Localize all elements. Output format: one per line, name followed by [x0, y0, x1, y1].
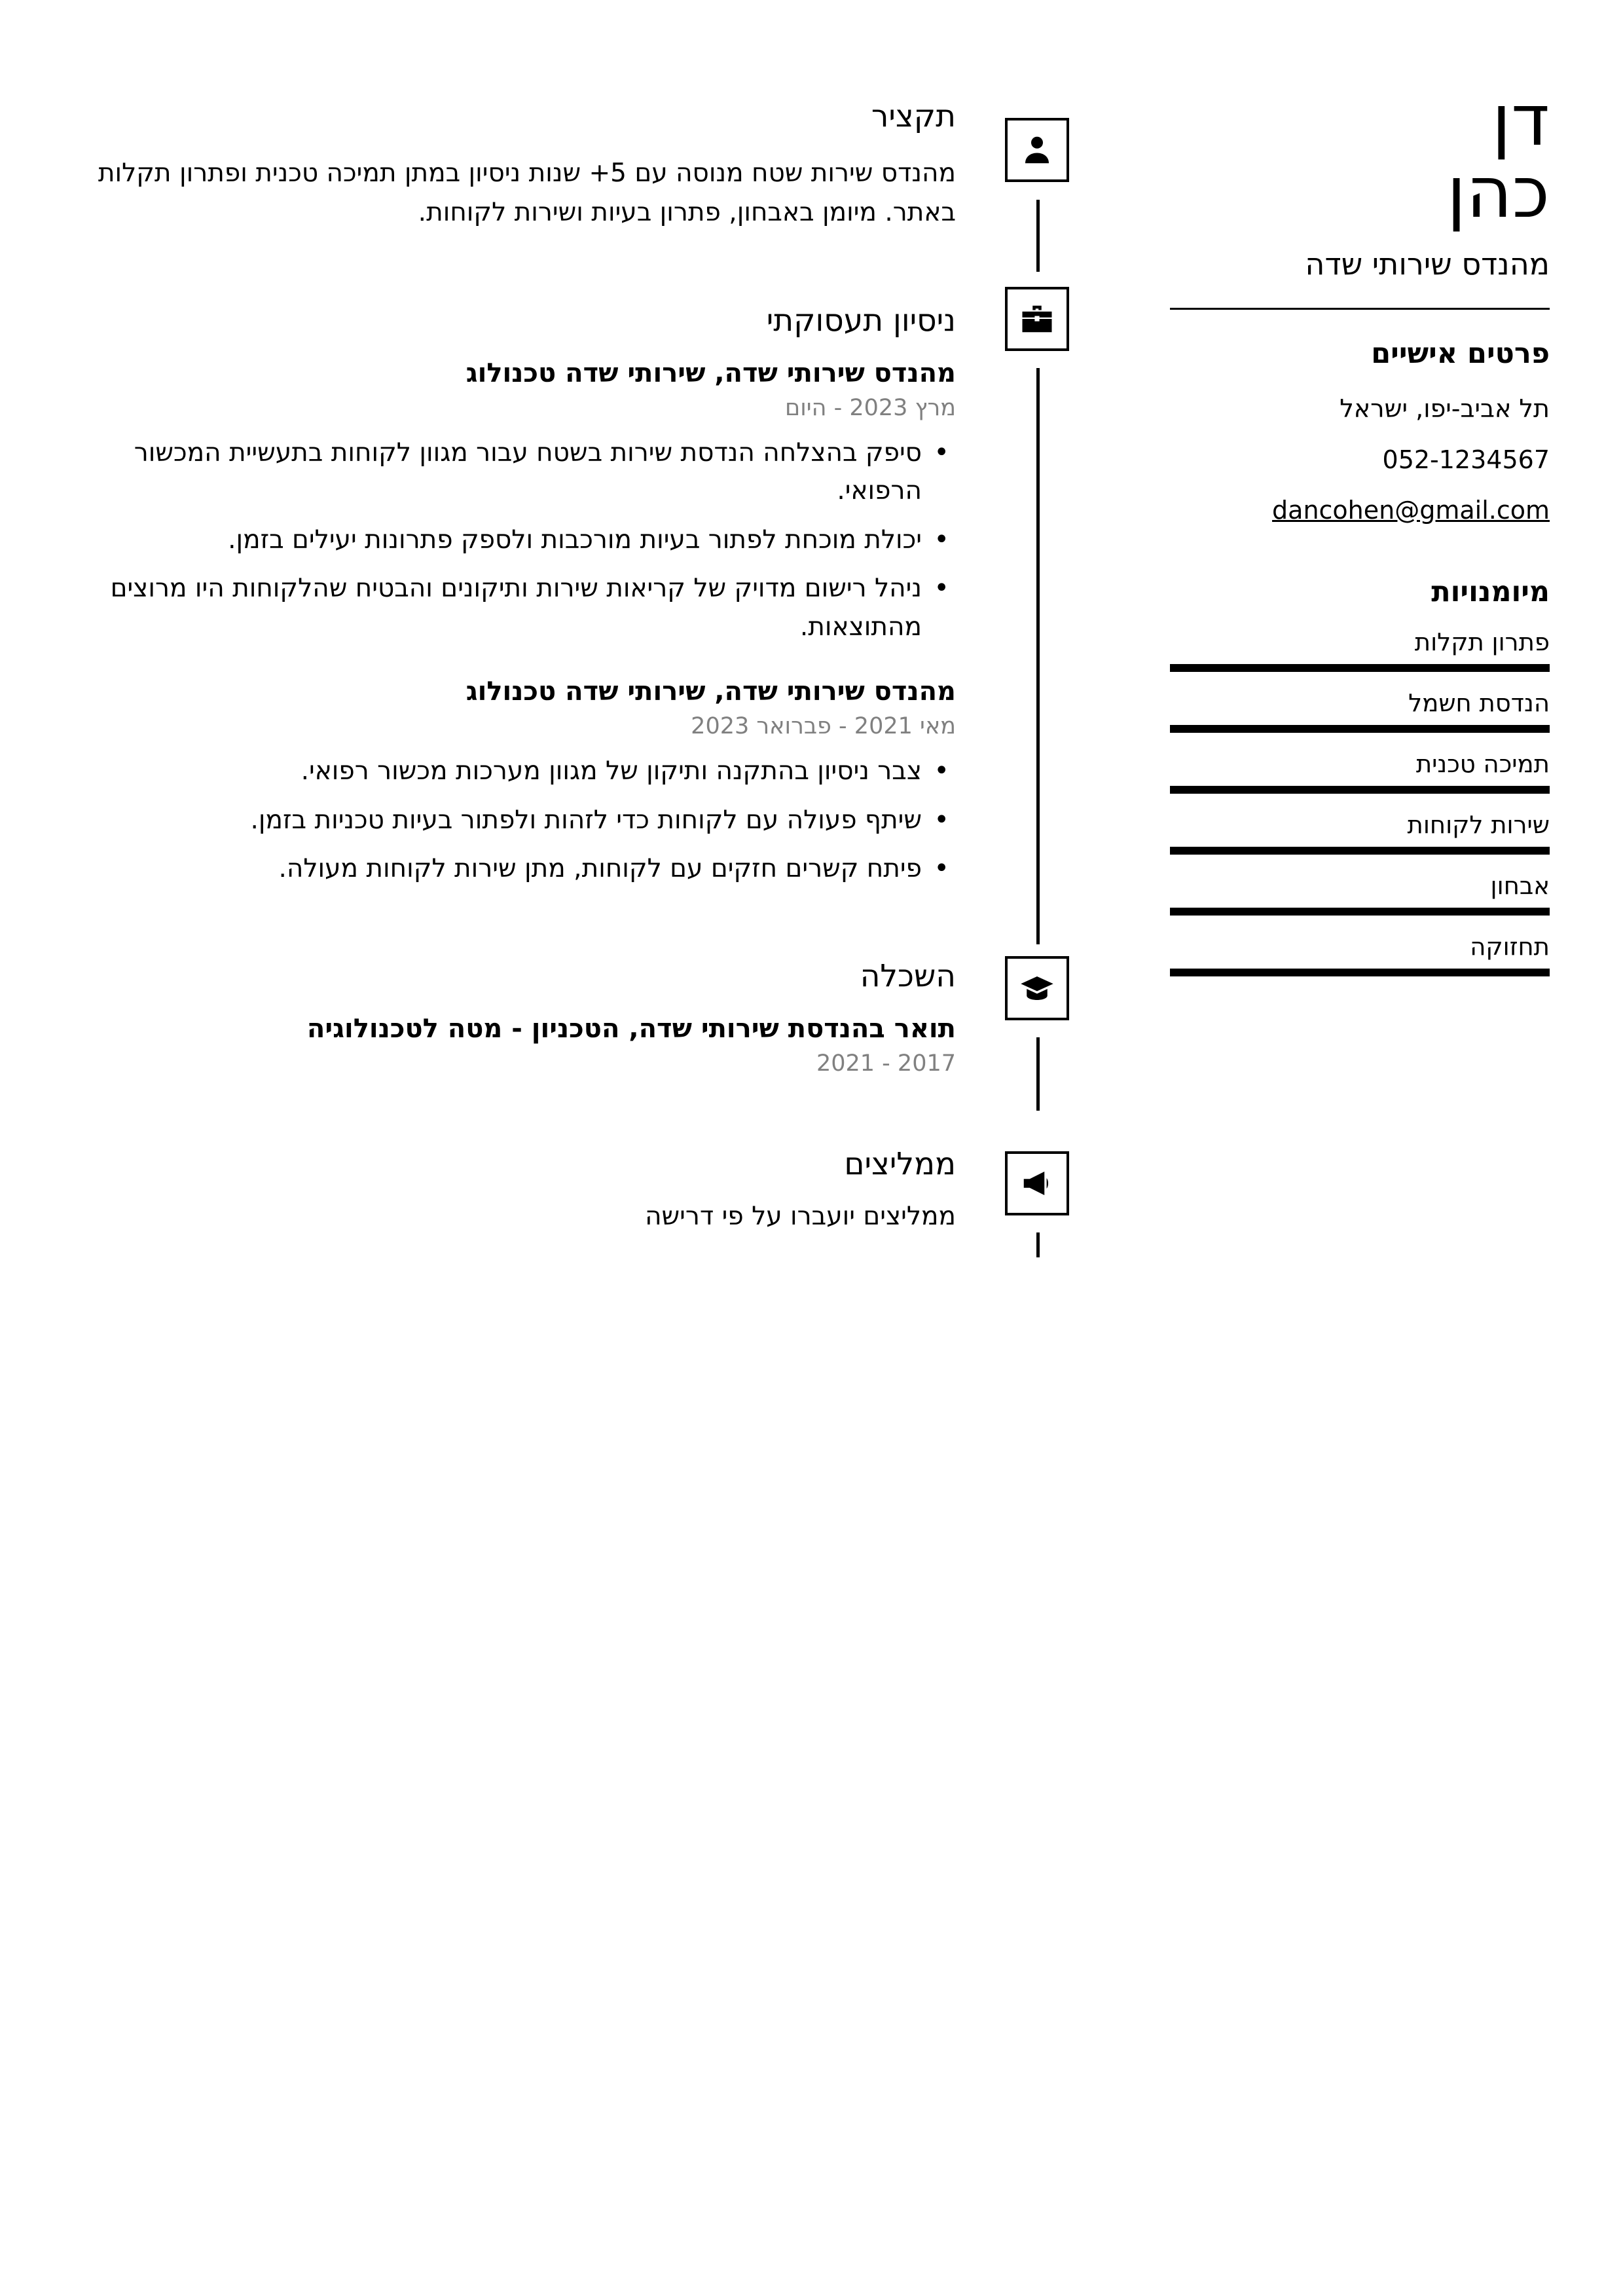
skill-item — [1170, 811, 1550, 855]
first-name: דן — [1491, 80, 1550, 162]
education-degree: תואר בהנדסת שירותי שדה, הטכניון - מטה לטכנולוגיה — [306, 1013, 956, 1044]
experience-job-dates: מאי 2021 - פברואר 2023 — [691, 713, 956, 740]
header-job-title: מהנדס שירותי שדה — [1305, 246, 1550, 282]
list-item: • צבר ניסיון בהתקנה ותיקון של מגוון מערכות מכשור רפואי. — [92, 752, 956, 791]
skill-label: שירות לקוחות — [1407, 811, 1550, 840]
skill-label: הנדסת חשמל — [1408, 689, 1550, 718]
spacer — [92, 246, 956, 303]
skills-heading: מיומנויות — [1431, 576, 1550, 609]
location-text: תל אביב-יפו, ישראל — [1340, 394, 1550, 424]
header-divider — [1170, 308, 1550, 310]
experience-job-dates: מרץ 2023 - היום — [785, 394, 956, 421]
summary-section — [92, 98, 956, 233]
experience-title: ניסיון תעסוקתי — [766, 302, 956, 339]
list-item: • פיתח קשרים חזקים עם לקוחות, מתן שירות לקוחות מעולה. — [92, 850, 956, 889]
skill-bar — [1170, 664, 1550, 672]
timeline — [998, 98, 1077, 1310]
experience-item — [92, 358, 956, 647]
list-item: • סיפק בהצלחה הנדסת שירות בשטח עבור מגוון לקוחות בתעשיית המכשור הרפואי. — [92, 434, 956, 511]
skill-label: פתרון תקלות — [1414, 628, 1550, 657]
education-dates: 2017 - 2021 — [816, 1050, 956, 1077]
personal-details-heading: פרטים אישיים — [1371, 337, 1550, 371]
list-item: • ניהל רישום מדויק של קריאות שירות ותיקונים והבטיח שהלקוחות היו מרוצים מהתוצאות. — [92, 570, 956, 646]
skill-label: אבחון — [1490, 872, 1550, 900]
skill-item — [1170, 750, 1550, 794]
skill-label: תמיכה טכנית — [1415, 750, 1550, 779]
spacer — [92, 1090, 956, 1146]
timeline-segment — [1036, 368, 1040, 944]
experience-bullet-list — [92, 434, 956, 647]
experience-bullet-list — [92, 752, 956, 889]
phone-text: 052-1234567 — [1382, 445, 1550, 474]
experience-job-title: מהנדס שירותי שדה, שירותי שדה טכנולוג — [465, 358, 956, 388]
briefcase-icon — [1005, 287, 1069, 351]
skill-item — [1170, 628, 1550, 672]
email-link[interactable]: dancohen@gmail.com — [1272, 495, 1550, 525]
skill-bar — [1170, 786, 1550, 794]
list-item: • שיתף פעולה עם לקוחות כדי לזהות ולפתור בעיות טכניות בזמן. — [92, 802, 956, 840]
name-block — [1170, 80, 1550, 282]
references-section — [92, 1146, 956, 1231]
main-content — [92, 98, 956, 1244]
timeline-segment — [1036, 1037, 1040, 1111]
education-title: השכלה — [860, 957, 956, 994]
graduation-cap-icon — [1005, 956, 1069, 1020]
personal-details-section — [1170, 337, 1550, 527]
experience-job-title: מהנדס שירותי שדה, שירותי שדה טכנולוג — [465, 676, 956, 707]
summary-title: תקציר — [871, 98, 956, 134]
list-item: • יכולת מוכחת לפתור בעיות מורכבות ולספק פתרונות יעילים בזמן. — [92, 521, 956, 560]
experience-item — [92, 676, 956, 889]
references-body: ממליצים יועברו על פי דרישה — [645, 1201, 956, 1231]
skill-item — [1170, 933, 1550, 976]
skill-bar — [1170, 847, 1550, 855]
skill-item — [1170, 689, 1550, 733]
summary-body: מהנדס שירות שטח מנוסה עם 5+ שנות ניסיון במתן תמיכה טכנית ופתרון תקלות באתר. מיומן באבחון, פתרון בעיות ושירות לקוחות. — [98, 158, 956, 228]
skill-bar — [1170, 908, 1550, 916]
spacer — [92, 919, 956, 958]
person-icon — [1005, 118, 1069, 182]
skill-item — [1170, 872, 1550, 916]
last-name: כהן — [1446, 152, 1550, 234]
skill-bar — [1170, 969, 1550, 976]
timeline-segment — [1036, 200, 1040, 272]
sidebar — [1170, 80, 1550, 993]
education-section — [92, 958, 956, 1077]
skills-section — [1170, 576, 1550, 976]
references-title: ממליצים — [844, 1145, 956, 1182]
megaphone-icon — [1005, 1151, 1069, 1215]
experience-section — [92, 303, 956, 889]
timeline-segment — [1036, 1232, 1040, 1257]
skill-bar — [1170, 725, 1550, 733]
skill-label: תחזוקה — [1470, 933, 1550, 961]
